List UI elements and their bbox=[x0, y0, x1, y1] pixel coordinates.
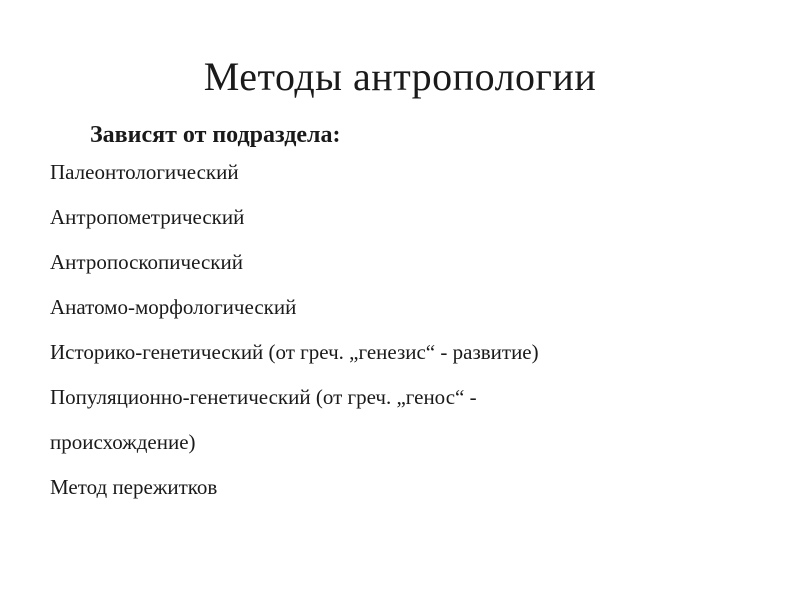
method-item-population-genetic: Популяционно-генетический (от греч. „генос“ - происхождение) bbox=[50, 385, 477, 454]
slide-subtitle: Зависят от подраздела: bbox=[90, 122, 341, 148]
method-item-anatomo-morphological: Анатомо-морфологический bbox=[50, 295, 297, 319]
methods-list bbox=[50, 150, 770, 510]
method-item-anthroposcopic: Антропоскопический bbox=[50, 250, 243, 274]
method-item-paleontological: Палеонтологический bbox=[50, 160, 239, 184]
method-item-historical-genetic: Историко-генетический (от греч. „генезис“ - развитие) bbox=[50, 340, 539, 364]
slide-title: Методы антропологии bbox=[203, 54, 597, 99]
method-item-anthropometric: Антропометрический bbox=[50, 205, 245, 229]
method-item-survivals: Метод пережитков bbox=[50, 475, 218, 499]
